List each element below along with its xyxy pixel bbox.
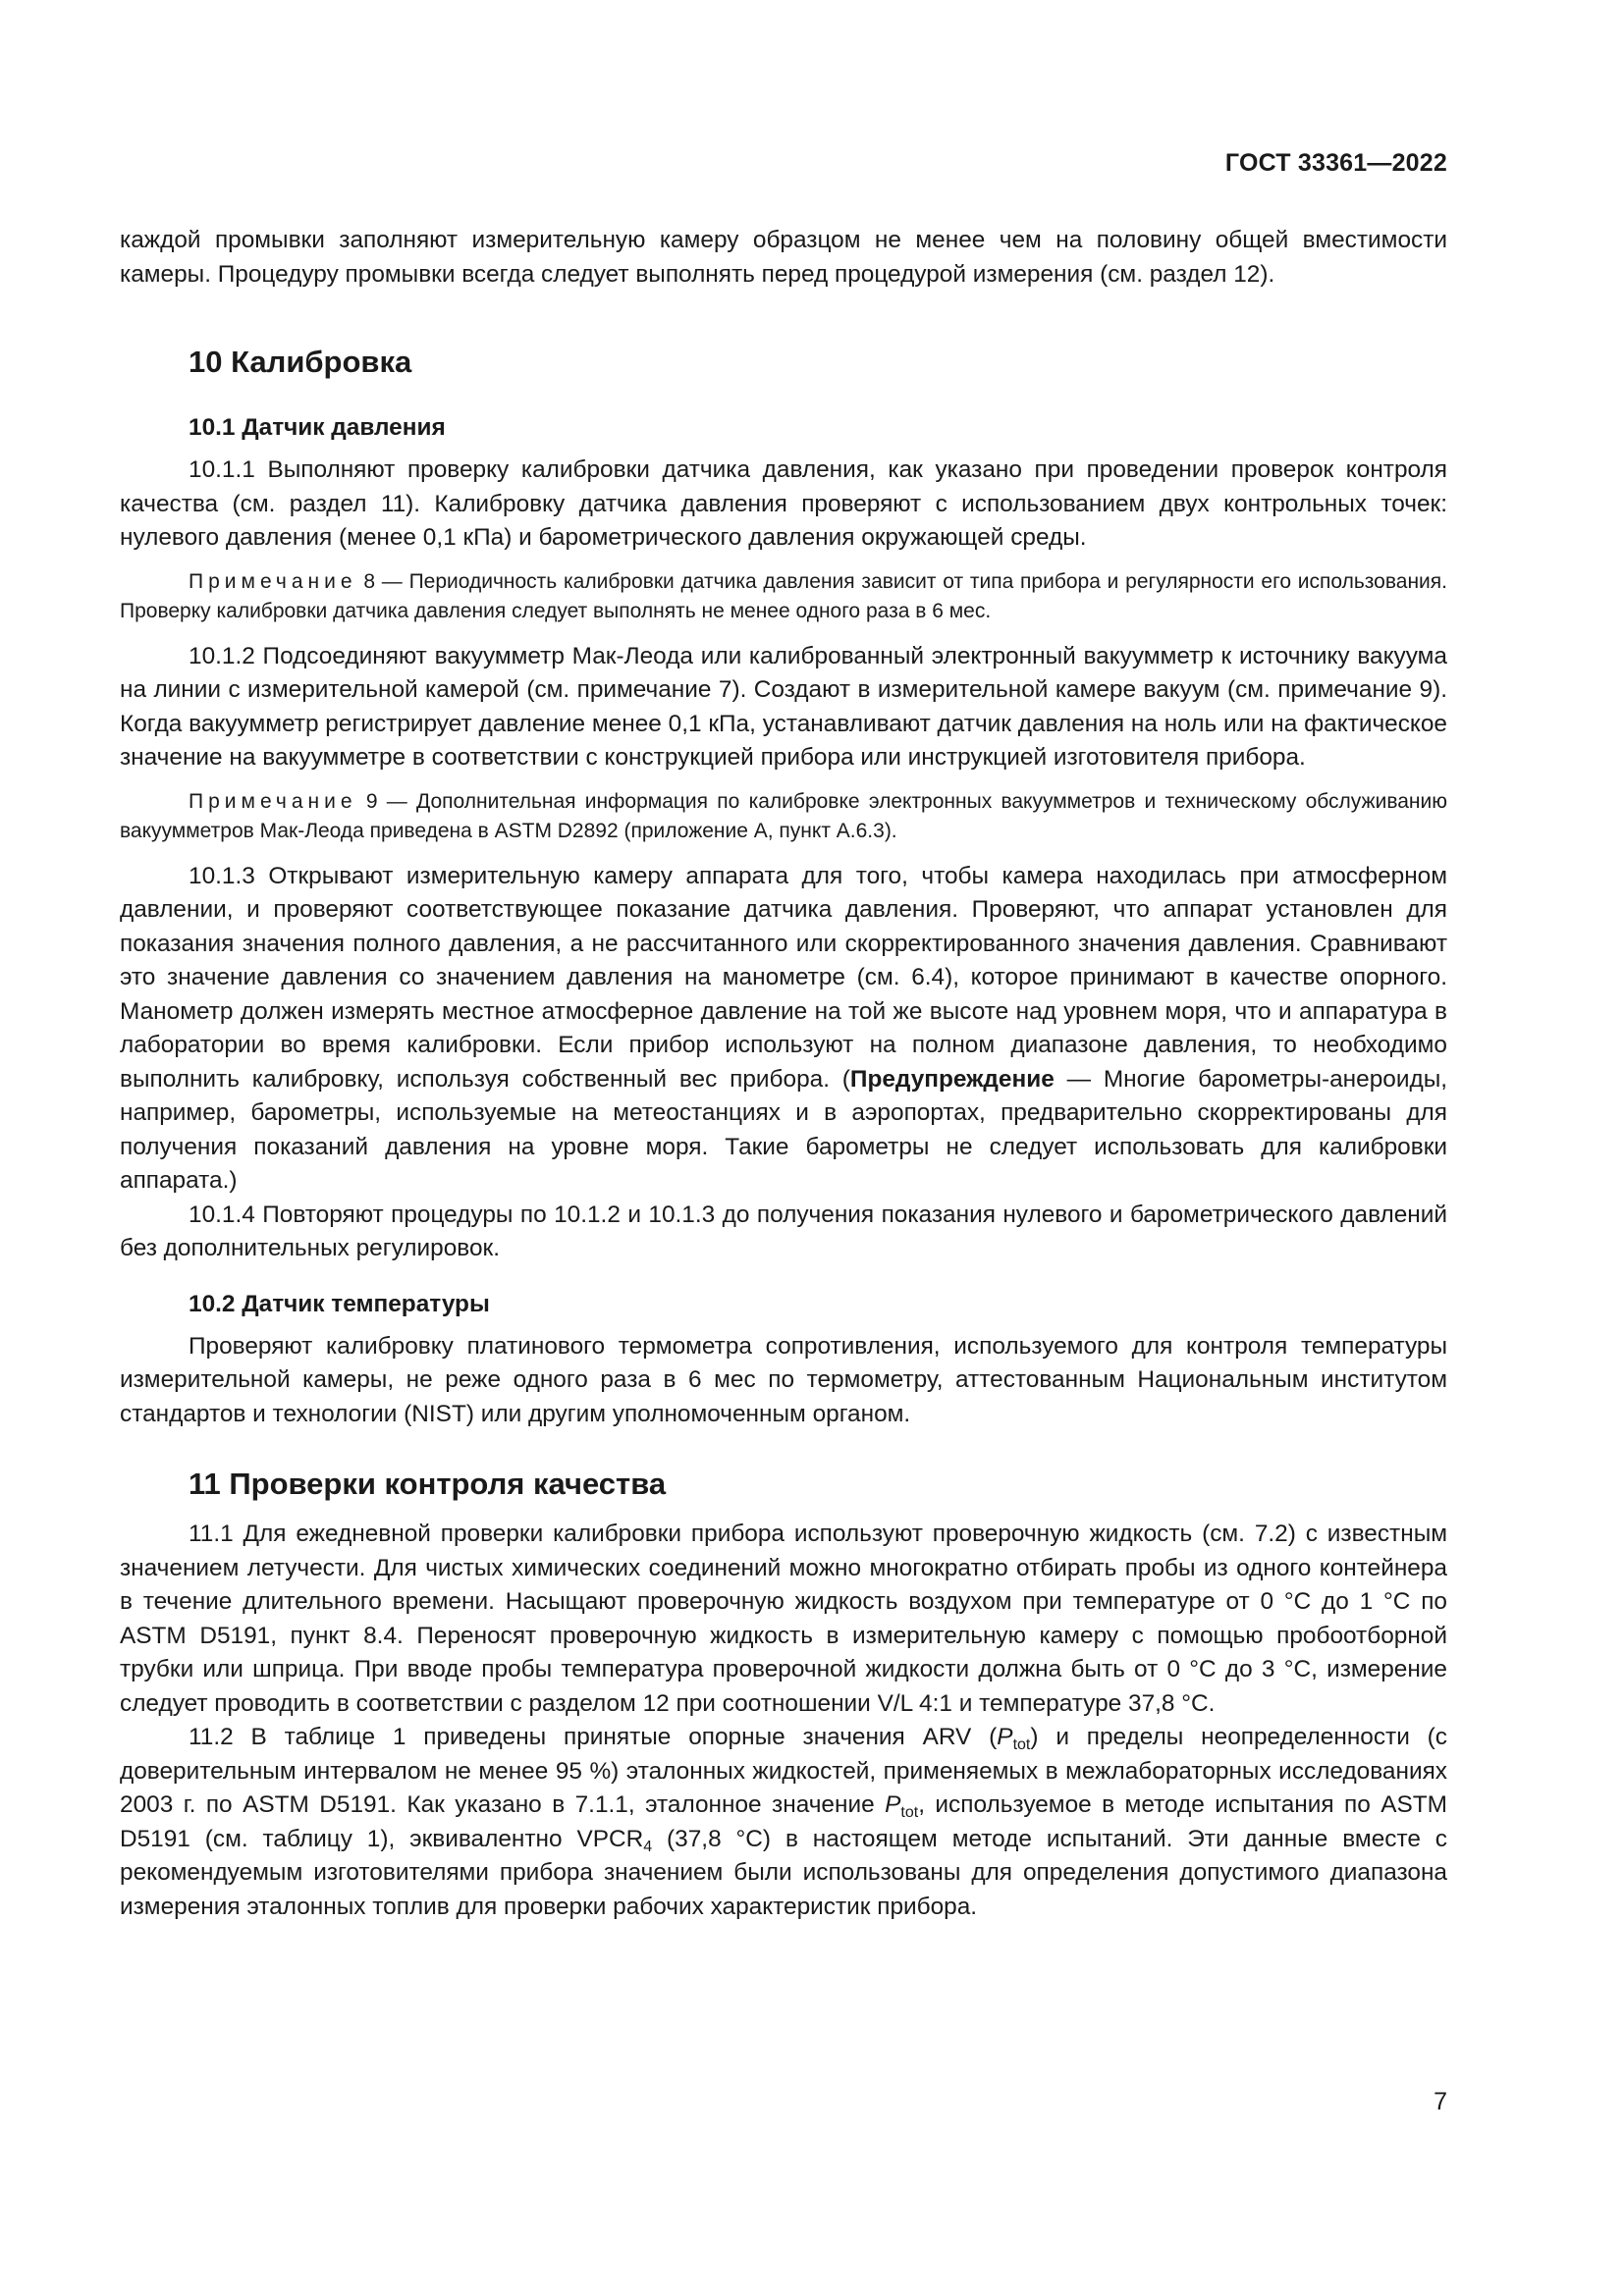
note-9-label: Примечание [189, 789, 357, 813]
paragraph-10-1-3 [120, 860, 1447, 1199]
symbol-p: P [885, 1791, 901, 1818]
paragraph-11-2-part-c: , используемое в методе испытания по ASTM D5191 (см. таблицу 1), эквивалентно VPCR [120, 1791, 1447, 1852]
subsection-10-2-title: 10.2 Датчик температуры [189, 1290, 490, 1317]
paragraph-10-2: Проверяют калибровку платинового термометра сопротивления, используемого для контроля температуры измерительной камеры, не реже одного раза в 6 мес по термометру, аттестованным Национальным институтом стандартов и технологии (NIST) или другим уполномоченным органом. [120, 1332, 1447, 1427]
note-8-text: 8 — Периодичность калибровки датчика давления зависит от типа прибора и регулярности его использования. Проверку калибровки датчика давления следует выполнять не менее одного раза в 6 мес. [120, 569, 1447, 622]
paragraph-11-2-part-b: ) и пределы неопределенности (с доверительным интервалом не менее 95 %) эталонных жидкостей, применяемых в межлабораторных исследованиях 2003 г. по ASTM D5191. Как указано в 7.1.1, эталонное значение [120, 1724, 1447, 1818]
paragraph-11-2-part-d: (37,8 °С) в настоящем методе испытаний. Эти данные вместе с рекомендуемым изготовителями прибора значением были использованы для определения допустимого диапазона измерения эталонных топлив для проверки рабочих характеристик прибора. [120, 1825, 1448, 1920]
subscript-4: 4 [643, 1838, 653, 1855]
subscript-tot: tot [900, 1804, 919, 1821]
paragraph-continuation: каждой промывки заполняют измерительную камеру образцом не менее чем на половину общей вместимости камеры. Процедуру промывки всегда следует выполнять перед процедурой измерения (см. раздел 12). [120, 227, 1447, 288]
page-number: 7 [1434, 2088, 1447, 2115]
note-8 [120, 567, 1447, 626]
section-11-title: 11 Проверки контроля качества [189, 1467, 667, 1501]
paragraph-10-1-3-part-b: — Многие барометры-анероиды, например, барометры, используемые на метеостанциях и в аэропортах, предварительно скорректированы для получения показаний давления на уровне моря. Такие барометры не следует использовать для калибровки аппарата.) [120, 1065, 1447, 1194]
note-9 [120, 787, 1447, 846]
subsection-10-1-title: 10.1 Датчик давления [189, 414, 446, 441]
subscript-tot: tot [1012, 1736, 1031, 1753]
note-8-label: Примечание [189, 569, 357, 593]
section-10-title: 10 Калибровка [189, 345, 412, 379]
symbol-p: P [997, 1724, 1013, 1750]
paragraph-11-2-part-a: 11.2 В таблице 1 приведены принятые опорные значения ARV ( [189, 1724, 998, 1750]
page-content [120, 224, 1447, 1924]
paragraph-10-1-4: 10.1.4 Повторяют процедуры по 10.1.2 и 10.1.3 до получения показания нулевого и барометрического давлений без дополнительных регулировок. [120, 1201, 1447, 1261]
document-id-header: ГОСТ 33361—2022 [1224, 149, 1447, 177]
paragraph-11-2 [120, 1721, 1447, 1924]
paragraph-10-1-2: 10.1.2 Подсоединяют вакуумметр Мак-Леода или калиброванный электронный вакуумметр к источнику вакуума на линии с измерительной камерой (см. примечание 7). Создают в измерительной камере вакуум (см. примечание 9). Когда вакуумметр регистрирует давление менее 0,1 кПа, устанавливают датчик давления на ноль или на фактическое значение на вакуумметре в соответствии с конструкцией прибора или инструкцией изготовителя прибора. [120, 642, 1447, 771]
paragraph-10-1-3-part-a: 10.1.3 Открывают измерительную камеру аппарата для того, чтобы камера находилась при атмосферном давлении, и проверяют соответствующее показание датчика давления. Проверяют, что аппарат установлен для показания значения полного давления, а не рассчитанного или скорректированного значения давления. Сравнивают это значение давления со значением давления на манометре (см. 6.4), которое принимают в качестве опорного. Манометр должен измерять местное атмосферное давление на той же высоте над уровнем моря, что и аппаратура в лаборатории во время калибровки. Если прибор используют на полном диапазоне давления, то необходимо выполнить калибровку, используя собственный вес прибора. ( [120, 862, 1447, 1093]
warning-label: Предупреждение [849, 1065, 1055, 1093]
note-9-text: 9 — Дополнительная информация по калибровке электронных вакуумметров и техническому обслуживанию вакуумметров Мак-Леода приведена в ASTM D2892 (приложение А, пункт А.6.3). [120, 789, 1447, 842]
paragraph-11-1: 11.1 Для ежедневной проверки калибровки прибора используют проверочную жидкость (см. 7.2) с известным значением летучести. Для чистых химических соединений можно многократно отбирать пробы из одного контейнера в течение длительного времени. Насыщают проверочную жидкость воздухом при температуре от 0 °С до 1 °С по ASTM D5191, пункт 8.4. Переносят проверочную жидкость в измерительную камеру с помощью пробоотборной трубки или шприца. При вводе пробы температура проверочной жидкости должна быть от 0 °С до 3 °С, измерение следует проводить в соответствии с разделом 12 при соотношении V/L 4:1 и температуре 37,8 °С. [120, 1521, 1447, 1717]
paragraph-10-1-1: 10.1.1 Выполняют проверку калибровки датчика давления, как указано при проведении проверок контроля качества (см. раздел 11). Калибровку датчика давления проверяют с использованием двух контрольных точек: нулевого давления (менее 0,1 кПа) и барометрического давления окружающей среды. [120, 456, 1447, 551]
